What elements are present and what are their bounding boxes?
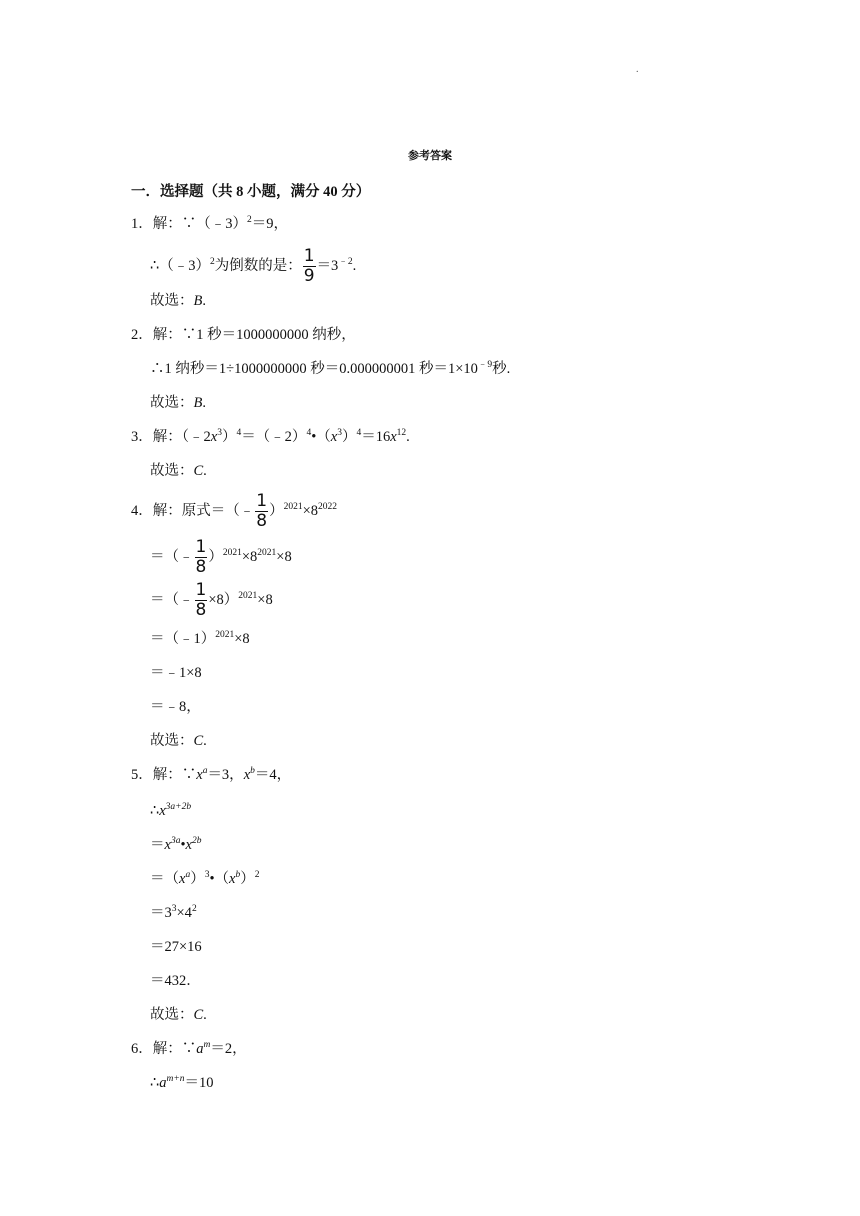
header-mark: .	[636, 64, 639, 75]
q5-line-6: ＝27×16	[150, 939, 202, 955]
fraction-one-eighth: $\frac{1}{8}$	[256, 491, 268, 531]
q4-line-6: ＝﹣8，	[150, 699, 201, 715]
page-title: 参考答案	[408, 149, 452, 162]
q1-line-2: ∴（﹣3）$^2$为倒数的是： $\frac{1}{9}$ $=3^{﹣2}$.	[150, 246, 357, 286]
fraction-one-ninth: $\frac{1}{9}$	[303, 246, 315, 286]
q4-line-2: ＝（﹣ $\frac{1}{8}$ ）$^{2021}\times 8^{2021}\times 8$	[150, 537, 292, 577]
q5-line-3: $=x^{3a}•x^{2b}$	[150, 836, 202, 853]
q4-answer: 故选：C.	[150, 733, 207, 749]
fraction-one-eighth: $\frac{1}{8}$	[195, 580, 207, 620]
q3-line-1: 3．解：$(﹣2x^3)^4=(﹣2)^4•(x^3)^4=16x^{12}$.	[131, 428, 410, 445]
q2-line-1: 2．解：∵1 秒＝1000000000 纳秒，	[131, 327, 356, 343]
q6-line-1: 6．解：$\because a^m=2$，	[131, 1040, 247, 1057]
q5-line-2: $\therefore x^{3a+2b}$	[150, 802, 192, 819]
q5-line-4: $=(x^a)^3•(x^b)^2$	[150, 870, 260, 887]
q4-line-5: ＝﹣1×8	[150, 665, 202, 681]
fraction-one-eighth: $\frac{1}{8}$	[195, 537, 207, 577]
q5-line-5: $=3^3\times 4^2$	[150, 904, 197, 921]
q2-answer: 故选：B.	[150, 395, 206, 411]
q4-line-4: ＝（﹣1）$^{2021}$×8	[150, 630, 250, 647]
q3-answer: 故选：C.	[150, 463, 207, 479]
q4-line-3: ＝（﹣ $\frac{1}{8}$ ×8）$^{2021}$×8	[150, 580, 273, 620]
q5-line-1: 5．解：$\because x^a=3$，$x^b=4$，	[131, 766, 292, 783]
section-heading: 一．选择题（共 8 小题，满分 40 分）	[131, 184, 371, 200]
q2-line-2: ∴1 纳秒＝1÷1000000000 秒＝0.000000001 秒$=1\times 10^{﹣9}$秒.	[150, 360, 511, 377]
q5-line-7: ＝432．	[150, 973, 201, 989]
q1-line-1: 1．解：∵（﹣3）$^2$＝9，	[131, 215, 288, 232]
q1-answer: 故选：B.	[150, 293, 206, 309]
q5-answer: 故选：C.	[150, 1007, 207, 1023]
q6-line-2: $\therefore a^{m+n}=10$	[150, 1074, 214, 1091]
q4-line-1: 4．解：原式＝（﹣ $\frac{1}{8}$ ）$^{2021}\times 8^{2022}$	[131, 491, 338, 531]
